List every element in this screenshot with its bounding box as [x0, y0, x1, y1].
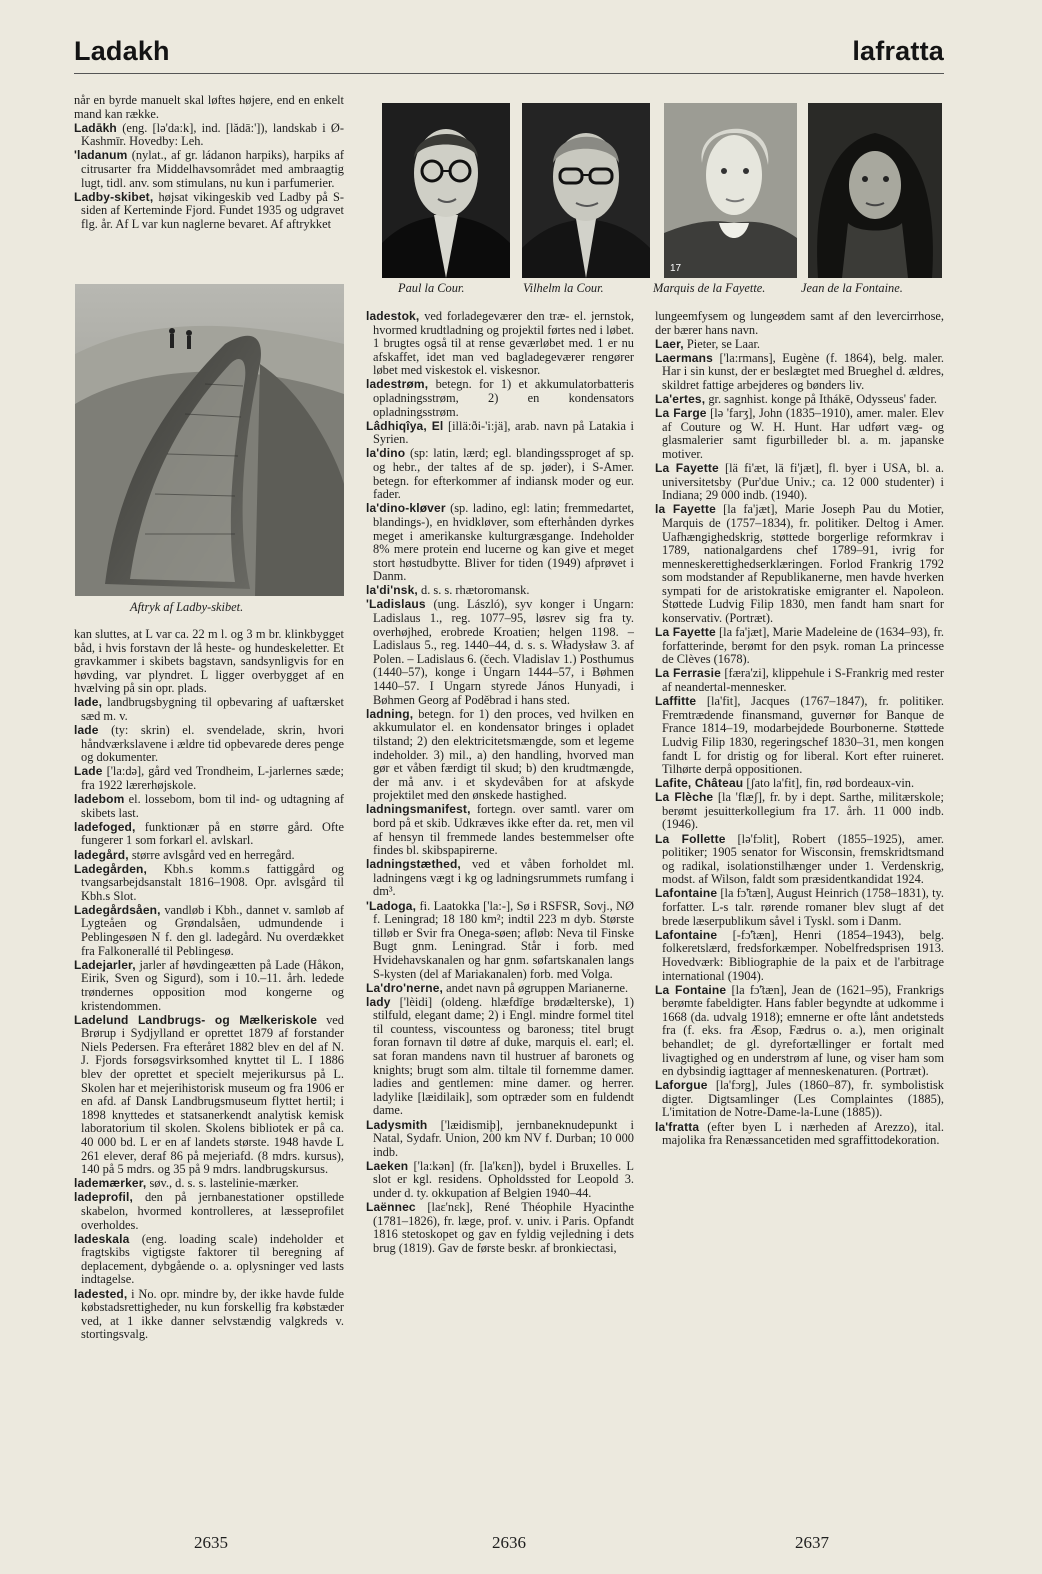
entry-headword: La Flèche [655, 790, 714, 805]
entry-definition: fi. Laatokka ['la:-], Sø i RSFSR, Sovj., NØ f. Leningrad; 18 180 km²; indtil 223 m dyb. Største tilløb er Svir fra Onega-søen; afløb: Neva til Finske Bugt gnm. Leningrad. Står i forb. med Hvidehavskanalen og har gnm. søfartskanalen langs S-kysten (del af Mariakanalen) forb. med Volga. [373, 898, 634, 981]
entry-definition: [la'fit], Jacques (1767–1847), fr. politiker. Fremtrædende finansmand, guvernør for Banque de France 1814–19, modarbejdede Bourbonerne. Støttede Ludvig Filip 1830, regeringschef 1830–31, men kongen fandt L for dristig og for liberal. Kort efter ruineret. Tilhørte derpå oppositionen. [662, 694, 944, 777]
dictionary-entry [74, 94, 344, 121]
entry-headword: ladestok, [366, 309, 420, 323]
entry-headword: ladningsmanifest, [366, 802, 471, 817]
photo-badge: 17 [670, 263, 682, 274]
dictionary-entry [655, 984, 944, 1079]
entry-headword: Ladākh [74, 120, 117, 135]
dictionary-entry [366, 982, 634, 996]
entry-definition: ved forladegeværer den træ- el. jernstok, hvormed krudtladning og projektil førtes ned i løbet. 1 brugtes også til at rense geværløbet med. 1 er nu afskaffet, idet man ved bagladegeværer rengører løbet med viskestok el. viskesnor. [373, 309, 634, 378]
entry-definition: ['la:kən] (fr. [la'kɛn]), bydel i Bruxelles. L slot er kgl. residens. Opholdssted for Leopold 3. under d. ty. okkupation af Belgien 1940–44. [373, 1158, 634, 1200]
running-head-left: Ladakh [74, 36, 170, 66]
entry-headword: Ladysmith [366, 1117, 428, 1132]
entry-headword: Lafontaine [655, 886, 718, 901]
entry-headword: lademærker, [74, 1176, 147, 1191]
dictionary-entry [74, 628, 344, 696]
dictionary-entry [74, 821, 344, 848]
caption-vilhelm-la-cour: Vilhelm la Cour. [523, 281, 604, 295]
entry-headword: Laermans [655, 350, 713, 365]
entry-headword: La'ertes, [655, 392, 706, 407]
entry-headword: ladning, [366, 706, 414, 721]
entry-definition: den på jernbanestationer opstillede skabelon, hvormed kontrolleres, at læsseprofilet overholdes. [81, 1190, 344, 1232]
entry-headword: Laeken [366, 1158, 409, 1173]
entry-headword: Laer, [655, 336, 684, 351]
entry-headword: Ladby-skibet, [74, 189, 154, 204]
entry-headword: La Follette [655, 831, 726, 846]
dictionary-entry [366, 598, 634, 707]
entry-headword: ladeskala [74, 1231, 130, 1246]
entry-definition: større avlsgård ved en herregård. [131, 847, 295, 862]
entry-headword: Lade [74, 764, 103, 779]
entry-headword: Ladelund Landbrugs- og Mælkeriskole [74, 1012, 318, 1027]
entry-headword: Ladejarler, [74, 957, 136, 972]
entry-headword: La Farge [655, 406, 707, 421]
dictionary-entry [74, 904, 344, 958]
entry-definition: (sp. ladino, egl: latin; fremmedartet, blandings-), en hvidkløver, som efterhånden dyrkes meget i amerikanske kulturgræsgange. Indeholder 8% mere protein end lucerne og kan give et meget stort høstudbytte. Bliver for tiden (1949) afprøvet i Danm. [373, 501, 634, 584]
dictionary-entry [74, 959, 344, 1013]
entry-definition: [la'fɔrg], Jules (1860–87), fr. symbolistisk digter. Digtsamlinger (Les Complaintes (1885), L'imitation de Notre-Dame-la-Lune (1885)). [662, 1078, 944, 1120]
entry-definition: (efter byen L i nærheden af Arezzo), ital. majolika fra Renæssancetiden med sgraffittodekoration. [662, 1119, 944, 1148]
dictionary-entry [655, 462, 944, 503]
entry-definition: [la fɔ̃'tæn], Jean de (1621–95), Frankrigs berømte fabeldigter. Hans fabler begyndte at udkomme i 1668 (da. udvalg 1918); emnerne er ofte lånt andetsteds fra (f. eks. fra Æsop, Fædrus o. a.), men originalt behandlet; de gl. dyrefortællinger er fortalt med livagtighed og en understrøm af lune, og viser ham som en dybsindig iagttager af menneskenaturen. (Portræt). [662, 982, 944, 1079]
entry-definition: [laɛ'nɛk], René Théophile Hyacinthe (1781–1826), fr. læge, prof. v. univ. i Paris. Opfandt 1816 stetoskopet og gav en fyldig vejledning i dets brug (1819). Gav de første beskr. af bronkiectasi, [373, 1200, 634, 1255]
dictionary-entry [655, 929, 944, 983]
entry-definition: (eng. loading scale) indeholder et fragtskibs vigtigste faktorer til beregning af deplacement, dybgående o. a. oplysninger ved lasts indtagelse. [81, 1231, 344, 1287]
dictionary-entry [366, 996, 634, 1118]
entry-headword: Laforgue [655, 1078, 708, 1093]
dictionary-entry [655, 777, 944, 791]
dictionary-entry [74, 122, 344, 149]
dictionary-entry [655, 833, 944, 887]
entry-definition: [færa'zi], klippehule i S-Frankrig med rester af neandertal-mennesker. [662, 666, 945, 695]
entry-definition: jarler af høvdingeætten på Lade (Håkon, Eirik, Sven og Sigurd), som i 10.–11. årh. ledede trøndernes opposition mod kongerne og kristendommen. [81, 957, 344, 1013]
entry-headword: Lafite, Château [655, 776, 744, 791]
entry-definition: [lä fi'æt, lä fi'jæt], fl. byer i USA, bl. a. universitetsby (Pur'due Univ.; ca. 12 000 studenter) i Indiana; 29 000 indb. (1940). [662, 461, 944, 503]
portrait-marquis-de-la-fayette [664, 103, 797, 278]
entry-definition: [ʃato la'fit], fin, rød bordeaux-vin. [746, 776, 915, 791]
entry-definition: lungeemfysem og lungeødem samt af den levercirrhose, der bærer hans navn. [655, 309, 944, 337]
dictionary-entry [74, 1014, 344, 1177]
entry-headword: Laënnec [366, 1200, 416, 1215]
caption-la-fontaine: Jean de la Fontaine. [801, 281, 903, 295]
running-head-right: lafratta [852, 36, 944, 66]
entry-headword: Ladegårdsåen, [74, 902, 161, 917]
entry-definition: Pieter, se Laar. [686, 336, 761, 351]
dictionary-entry [366, 447, 634, 501]
entry-definition: vandløb i Kbh., dannet v. samløb af Lygteåen og Grøndalsåen, udmundende i Peblingesøen N f. den gl. ladegård. Nu overdækket fra Falkonerallé til Peblingesø. [81, 902, 344, 958]
dictionary-entry [74, 696, 344, 723]
entry-definition: (ung. László), syv konger i Ungarn: Ladislaus 1., reg. 1077–95, løsrev sig fra ty. overhøjhed, erobrede Kroatien; helgen 1198. – Ladislaus 5., reg. 1440–44, d. s. s. Władysław 3. af Polen. – Ladislaus 6. (čech. Vladislav 1.) Posthumus (1440–57), konge i Ungarn 1444–57, i Bøhmen 1440–57. I Ungarn styrede János Hunyadi, i Bøhmen Georg af Poděbrad i hans sted. [373, 597, 634, 707]
dictionary-entry [74, 191, 344, 232]
dictionary-entry [655, 626, 944, 667]
entry-headword: 'Ladislaus [366, 597, 426, 612]
caption-la-fayette: Marquis de la Fayette. [653, 281, 766, 295]
dictionary-entry [74, 149, 344, 190]
entry-definition: ['læidismiþ], jernbaneknudepunkt i Natal, Sydafr. Union, 200 km NV f. Durban; 10 000 indb. [373, 1117, 634, 1159]
entry-definition: [la 'flæʃ], fr. by i dept. Sarthe, militærskole; berømt jesuitterkollegium fra 17. årh. 11 000 indb. (1946). [662, 790, 944, 832]
entry-headword: ladeprofil, [74, 1190, 133, 1205]
entry-headword: la'di'nsk, [366, 583, 418, 598]
dictionary-entry [366, 1119, 634, 1160]
entry-headword: ladegård, [74, 847, 129, 862]
entry-headword: La Ferrasie [655, 666, 721, 681]
entry-headword: lady [366, 994, 391, 1009]
dictionary-entry [74, 1288, 344, 1342]
entry-definition: kan sluttes, at L var ca. 22 m l. og 3 m br. klinkbygget båd, i hvis forstavn der lå heste- og hundeskeletter. Et gravkammer i skibets bagstavn, sandsynligvis for en høvding, var plyndret. L ligger overbygget af en hvælving på sin opr. plads. [74, 627, 344, 696]
dictionary-entry [655, 1079, 944, 1120]
entry-headword: la Fayette [655, 502, 716, 517]
dictionary-entry [366, 310, 634, 378]
entry-headword: Lâdhiqîya, El [366, 418, 444, 433]
portrait-jean-de-la-fontaine [808, 103, 942, 278]
entry-definition: ['la:rmans], Eugène (f. 1864), belg. maler. Har i sin kunst, der er beslægtet med Brueghel d. ældres, skildret fattige arbejderes og bønders liv. [662, 350, 944, 392]
page-number-middle: 2636 [492, 1533, 526, 1552]
dictionary-entry [366, 900, 634, 982]
entry-headword: ladningstæthed, [366, 857, 461, 872]
entry-definition: ['lèidi] (oldeng. hlæfdīge brødælterske), 1) stilfuld, elegant dame; 2) i Engl. mindre formel titel til countess, viscountess og baroness; titel brugt foran fornavn til døtre af duke, marquis el. earl; el. sat foran mandens navn til hustruer af baronets og knights; brugt som alm. tiltale til fornemme damer. ladies and gentlemen: mine damer. og herrer. ladylike [læidilaik], som optræder som en fuldendt dame. [373, 994, 634, 1118]
entry-definition: i No. opr. mindre by, der ikke havde fulde købstadsrettigheder, nu kun forskellig fra købstæder ved, at 1 ikke danner selvstændig valgkreds v. stortingsvalg. [81, 1286, 344, 1342]
entry-definition: (eng. [lə'da:k], ind. [lădā:']), landskab i Ø-Kashmīr. Hovedby: Leh. [81, 120, 344, 149]
column-1-top [74, 94, 344, 232]
dictionary-entry [74, 765, 344, 792]
dictionary-entry [655, 352, 944, 393]
dictionary-entry [366, 1201, 634, 1255]
column-1-bottom [74, 628, 344, 1342]
dictionary-entry [655, 695, 944, 777]
column-2 [366, 310, 634, 1256]
portrait-paul-la-cour [382, 103, 510, 278]
entry-headword: La Fontaine [655, 982, 727, 997]
dictionary-entry [366, 502, 634, 584]
entry-headword: la'fratta [655, 1119, 700, 1134]
entry-headword: La'dro'nerne, [366, 980, 444, 995]
entry-headword: Laffitte [655, 694, 697, 709]
entry-headword: Ladegården, [74, 861, 147, 876]
entry-definition: el. lossebom, bom til ind- og udtagning af skibets last. [81, 792, 344, 820]
dictionary-entry [366, 803, 634, 857]
entry-headword: 'ladanum [74, 148, 128, 163]
entry-headword: la'dino-kløver [366, 501, 446, 516]
dictionary-entry [74, 849, 344, 863]
entry-definition: [-fɔ̃'tæn], Henri (1854–1943), belg. folkeretslærd, fredsforkæmper. Nobelfredsprisen 1913. Hovedværk: Bibliographie de la paix et de l'arbitrage international (1904). [662, 927, 944, 983]
entry-definition: [illä:ði-'i:jä], arab. navn på Latakia i Syrien. [373, 418, 634, 447]
dictionary-entry [366, 858, 634, 899]
dictionary-entry [74, 863, 344, 904]
page-number-right: 2637 [795, 1533, 829, 1552]
dictionary-entry [366, 420, 634, 447]
ladby-ship-photo [75, 284, 344, 596]
entry-definition: ved Brørup i Sydjylland er oprettet 1879 af forstander Niels Pedersen. Fra efteråret 1882 blev en del af N. J. Fjords forsøgsvirksomhed knyttet til L. I 1886 blev der oprettet et specielt mejerikursus på L. Skolen har et mejerihistorisk museum og fra 1906 er en afd. af Dansk Landbrugsmuseum flyttet hertil; i 1898 knyttedes et statsanerkendt analytisk kemisk laboratorium til skolen. Skolens bibliotek er på ca. 40 000 bd. L er en af landets største. 1948 havde L 261 elever, deraf 86 på mejeriafd. (8 mdrs. kursus), 140 på 5 mdrs. og 35 på 9 mdrs. landbrugskursus. [81, 1012, 344, 1177]
entry-definition: gr. sagnhist. konge på Ithákē, Odysseus' fader. [708, 392, 938, 407]
entry-definition: [lə 'farʒ], John (1835–1910), amer. maler. Elev af Couture og W. H. Hunt. Har udført væg- og glasmalerier samt figurbilleder bl. a. m. japanske motiver. [662, 406, 944, 461]
header-rule [74, 73, 944, 74]
entry-definition: [la fɔ̃'tæn], August Heinrich (1758–1831), ty. forfatter. L-s talr. rørende romaner blev slugt af det brede læserpublikum såvel i Tyskl. som i Danm. [662, 886, 944, 928]
dictionary-entry [655, 310, 944, 337]
entry-definition: fortegn. over samtl. varer om bord på et skib. Udkræves ikke efter da. ret, men vil af hensyn til fremmede landes bestemmelser ofte findes bl. skibspapirerne. [373, 802, 634, 858]
entry-headword: La Fayette [655, 625, 716, 640]
entry-headword: lade [74, 723, 99, 738]
entry-definition: ved et våben forholdet ml. ladningens vægt i kg og ladningsrummets rumfang i dm³. [373, 857, 634, 899]
dictionary-entry [74, 1177, 344, 1191]
entry-headword: ladebom [74, 792, 125, 807]
entry-definition: betegn. for 1) den proces, ved hvilken en akkumulator el. en kondensator bringes i opladet tilstand; 2) den elektricitetsmængde, som et legeme indeholder. 3) mil., a) den handling, hvorved man gør et våben færdigt til skud; b) den krudtmængde, der må anv. i et skydevåben for at afskyde projektilet med den ønskede hastighed. [373, 706, 634, 803]
entry-definition: (sp: latin, lærd; egl. blandingssproget af sp. og hebr., der taltes af de sp. jøder), i S-Amer. betegn. for efterkommer af indiansk moder og eur. fader. [373, 446, 634, 502]
dictionary-entry [366, 584, 634, 598]
entry-definition: højsat vikingeskib ved Ladby på S-siden af Kerteminde Fjord. Fundet 1935 og udgravet flg. år. Af L var kun naglerne bevaret. Af aftrykket [81, 189, 344, 231]
entry-definition: d. s. s. rhætoromansk. [421, 583, 530, 598]
entry-definition: når en byrde manuelt skal løftes højere, end en enkelt mand kan række. [74, 93, 344, 121]
entry-headword: ladefoged, [74, 819, 136, 834]
entry-definition: [la fa'jæt], Marie Joseph Pau du Motier, Marquis de (1757–1834), fr. politiker. Deltog i Amer. Uafhængighedskrig, støttede borgerlige reformkrav i 1789, nationalgardens chef 1789–91, ivrig for menneskerettighedserklæringen. Forlod Frankrig 1792 som modstander af Republikanerne, men havde hverken sympati for de aristokratiske emigranter el. Napoleon. Støttede Ludvig Filip 1830, men fandt ham snart for konservativ. (Portræt). [662, 502, 944, 626]
entry-headword: lade, [74, 695, 103, 710]
entry-headword: 'Ladoga, [366, 898, 417, 913]
entry-headword: La Fayette [655, 461, 719, 476]
entry-definition: ['la:də], gård ved Trondheim, L-jarlernes sæde; fra 1922 lærerhøjskole. [81, 764, 344, 793]
entry-headword: la'dino [366, 446, 406, 461]
entry-definition: søv., d. s. s. lastelinie-mærker. [149, 1176, 299, 1191]
entry-definition: [la fa'jæt], Marie Madeleine de (1634–93), fr. forfatterinde, berømt for den psyk. roman La princesse de Clèves (1678). [662, 625, 944, 667]
entry-definition: Kbh.s komm.s fattiggård og tvangsarbejdsanstalt 1816–1908. Opr. avlsgård til Kbh.s Slot. [81, 861, 344, 903]
dictionary-entry [655, 1121, 944, 1148]
entry-headword: ladested, [74, 1286, 128, 1301]
entry-headword: ladestrøm, [366, 377, 429, 392]
dictionary-entry [366, 378, 634, 419]
dictionary-entry [74, 1233, 344, 1287]
dictionary-entry [655, 338, 944, 352]
dictionary-entry [366, 1160, 634, 1201]
entry-definition: funktionær på en større gård. Ofte fungerer 1 som forkarl el. avlskarl. [81, 819, 344, 848]
dictionary-entry [655, 887, 944, 928]
entry-definition: (ty: skrin) el. svendelade, skrin, hvori håndværkslavene i ældre tid opbevarede deres penge og dokumenter. [81, 723, 344, 765]
entry-definition: (nylat., af gr. ládanon harpiks), harpiks af citrusarter fra Middelhavsområdet med ambraagtig lugt, tidl. anv. som stimulans, nu kun i parfumerier. [81, 148, 344, 190]
caption-paul-la-cour: Paul la Cour. [398, 281, 465, 295]
dictionary-entry [74, 1191, 344, 1232]
dictionary-entry [74, 724, 344, 765]
portrait-vilhelm-la-cour [522, 103, 650, 278]
dictionary-entry [655, 667, 944, 694]
dictionary-entry [655, 407, 944, 461]
column-3 [655, 310, 944, 1148]
entry-definition: betegn. for 1) et akkumulatorbatteris opladningsstrøm, 2) en kondensators opladningsstrøm. [373, 377, 634, 419]
dictionary-entry [74, 793, 344, 820]
dictionary-entry [366, 708, 634, 803]
entry-headword: Lafontaine [655, 927, 718, 942]
entry-definition: andet navn på øgruppen Marianerne. [446, 980, 629, 995]
dictionary-entry [655, 393, 944, 407]
entry-definition: landbrugsbygning til opbevaring af uaftærsket sæd m. v. [81, 695, 344, 724]
dictionary-entry [655, 791, 944, 832]
page-number-left: 2635 [194, 1533, 228, 1552]
ship-photo-caption: Aftryk af Ladby-skibet. [130, 600, 244, 614]
dictionary-entry [655, 503, 944, 625]
entry-definition: [lə'fɔlit], Robert (1855–1925), amer. politiker; 1905 senator for Wisconsin, fremskridtsmand og radikal, isolationstilhænger under 1. Verdenskrig, modst. af Wilson, faldt som præsidentkandidat 1924. [662, 831, 944, 887]
